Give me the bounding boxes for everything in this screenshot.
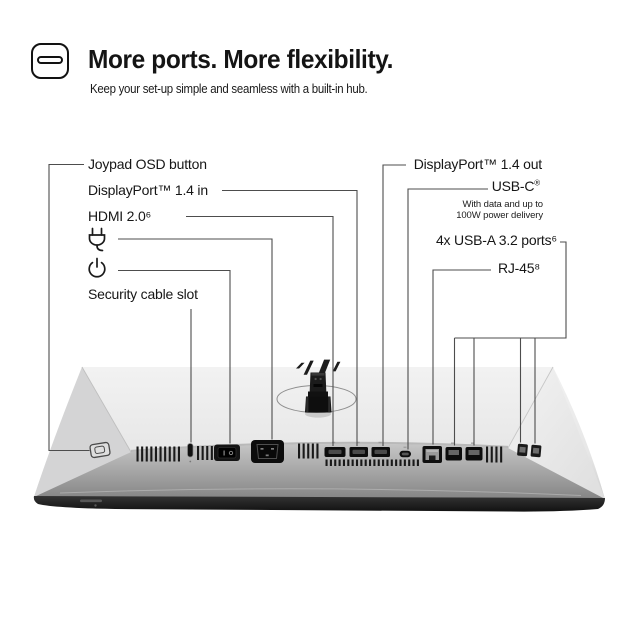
displayport-out-port (372, 447, 391, 457)
page-title: More ports. More flexibility. (88, 44, 394, 74)
usb-a-port-1 (446, 447, 463, 461)
usb-a-port-2 (466, 447, 483, 461)
usb-c-subtext-line2: 100W power delivery (456, 210, 543, 221)
label-displayport-out: DisplayPort™ 1.4 out (413, 156, 542, 172)
usb-a-port-4 (530, 445, 541, 458)
hdmi-port (325, 447, 346, 457)
label-displayport-in: DisplayPort™ 1.4 in (88, 182, 208, 198)
usb-c-port (400, 451, 412, 457)
label-usb-a-ports: 4x USB-A 3.2 ports⁶ (435, 232, 557, 248)
bezel-joystick-detail (80, 500, 102, 503)
rj45-port (423, 446, 443, 463)
power-button-icon (89, 259, 105, 277)
label-rj45: RJ-45⁸ (497, 260, 540, 276)
label-security-cable-slot: Security cable slot (88, 286, 198, 302)
displayport-in-port (350, 447, 369, 457)
registered-mark: ® (534, 178, 540, 188)
usb-c-subtext-line1: With data and up to (462, 199, 543, 210)
power-plug-icon (90, 229, 105, 251)
page-subtitle: Keep your set-up simple and seamless with a built-in hub. (90, 81, 368, 96)
label-joypad-osd-button: Joypad OSD button (88, 156, 207, 172)
usb-a-port-3 (517, 444, 528, 457)
joypad-osd-button (90, 442, 111, 458)
power-switch (214, 445, 240, 462)
label-hdmi: HDMI 2.0⁶ (88, 208, 152, 224)
label-usb-c: USB-C® (491, 178, 540, 194)
ac-power-inlet (251, 440, 284, 463)
bottom-bezel-bar (34, 496, 605, 512)
